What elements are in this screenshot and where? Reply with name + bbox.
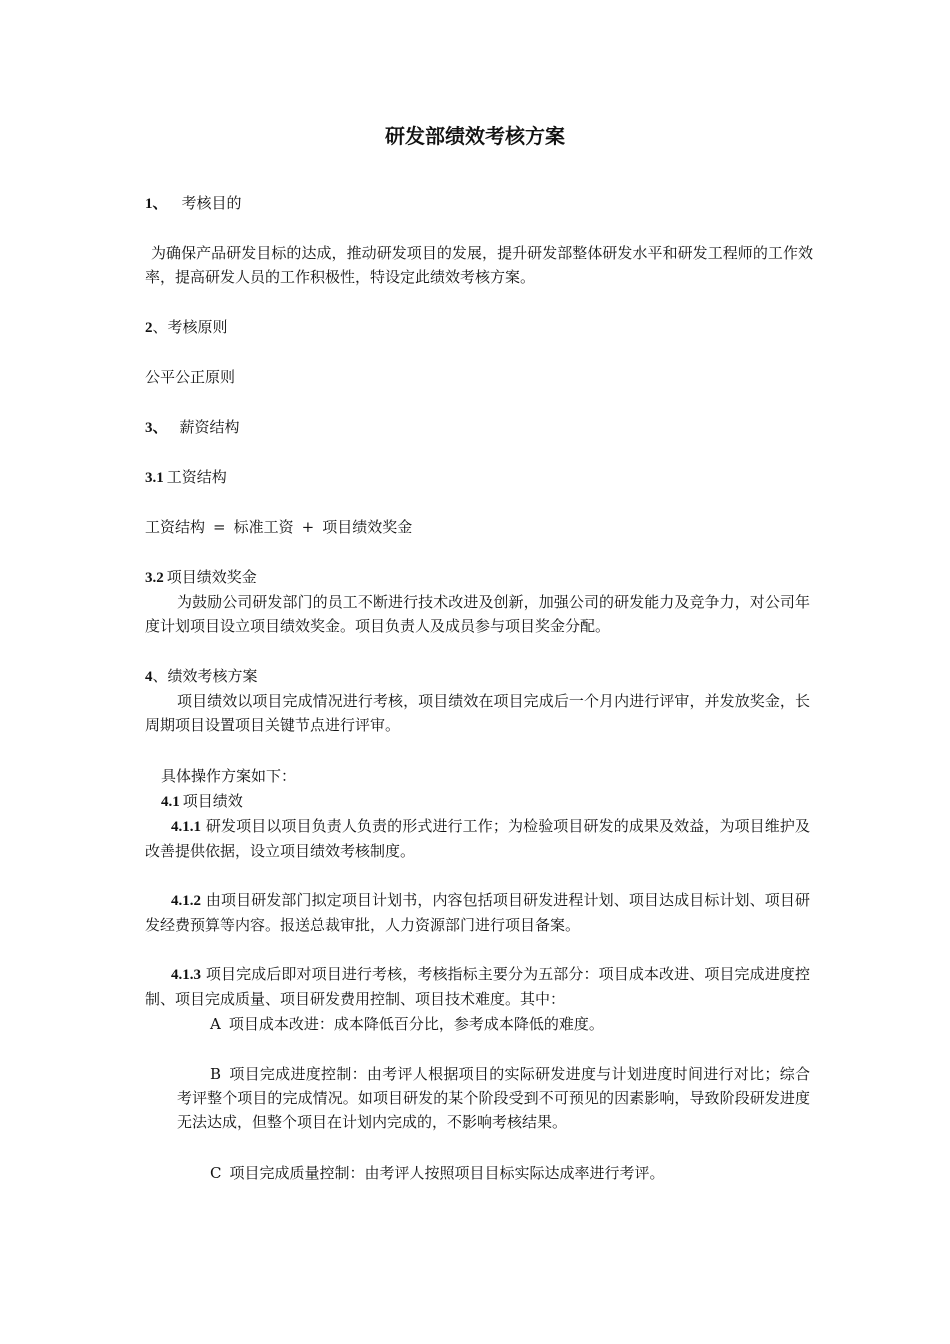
item-a bbox=[210, 1012, 810, 1036]
item-text: 项目完成进度控制：由考评人根据项目的实际研发进度与计划进度时间进行对比；综合考评整个项目的完成情况。如项目研发的某个阶段受到不可预见的因素影响，导致阶段研发进度无法达成，但整个项目在计划内完成的，不影响考核结果。 bbox=[177, 1065, 810, 1131]
item-text: 项目成本改进：成本降低百分比，参考成本降低的难度。 bbox=[228, 1015, 604, 1033]
section-4-heading bbox=[145, 664, 810, 689]
section-2-paragraph: 公平公正原则 bbox=[145, 368, 236, 386]
formula-term-a: 标准工资 bbox=[233, 518, 294, 536]
item-letter: C bbox=[210, 1164, 222, 1182]
section-number: 4 bbox=[145, 669, 153, 685]
section-title: 项目绩效奖金 bbox=[166, 568, 257, 586]
item-b bbox=[177, 1062, 810, 1134]
formula-term-b: 项目绩效奖金 bbox=[322, 518, 413, 536]
section-3-2-paragraph: 为鼓励公司研发部门的员工不断进行技术改进及创新，加强公司的研发能力及竞争力，对公司年度计划项目设立项目绩效奖金。项目负责人及成员参与项目奖金分配。 bbox=[145, 593, 810, 635]
section-text: 研发项目以项目负责人负责的形式进行工作；为检验项目研发的成果及效益，为项目维护及改善提供依据，设立项目绩效考核制度。 bbox=[145, 817, 810, 860]
section-title: 项目绩效 bbox=[182, 792, 243, 810]
section-4-intro: 具体操作方案如下： bbox=[161, 767, 297, 785]
section-number: 4.1.2 bbox=[171, 893, 201, 909]
section-number: 3.1 bbox=[145, 470, 164, 486]
item-letter: B bbox=[210, 1065, 222, 1083]
section-text: 由项目研发部门拟定项目计划书，内容包括项目研发进程计划、项目达成目标计划、项目研发经费预算等内容。报送总裁审批，人力资源部门进行项目备案。 bbox=[145, 891, 810, 934]
section-1-paragraph: 为确保产品研发目标的达成，推动研发项目的发展，提升研发部整体研发水平和研发工程师的工作效率，提高研发人员的工作积极性，特设定此绩效考核方案。 bbox=[145, 244, 813, 286]
section-4-1-1 bbox=[145, 814, 810, 863]
section-title: 薪资结构 bbox=[179, 418, 240, 436]
section-4-1-2 bbox=[145, 888, 810, 937]
item-text: 项目完成质量控制：由考评人按照项目目标实际达成率进行考评。 bbox=[229, 1164, 665, 1182]
item-c bbox=[210, 1161, 810, 1185]
section-number: 3.2 bbox=[145, 570, 164, 586]
section-title: 、绩效考核方案 bbox=[152, 667, 258, 685]
section-title: 工资结构 bbox=[166, 468, 227, 486]
section-number: 3、 bbox=[145, 420, 168, 436]
section-number: 1、 bbox=[145, 196, 168, 212]
section-1-heading bbox=[145, 191, 810, 216]
section-2-heading bbox=[145, 315, 810, 340]
section-3-1-heading bbox=[145, 465, 810, 490]
section-3-heading bbox=[145, 415, 810, 440]
section-number: 4.1.3 bbox=[171, 967, 201, 983]
document-title: 研发部绩效考核方案 bbox=[385, 124, 565, 148]
section-number: 2 bbox=[145, 320, 153, 336]
section-number: 4.1 bbox=[161, 794, 180, 810]
item-letter: A bbox=[210, 1015, 221, 1033]
salary-formula bbox=[145, 515, 810, 539]
section-text: 项目完成后即对项目进行考核，考核指标主要分为五部分：项目成本改进、项目完成进度控制、项目完成质量、项目研发费用控制、项目技术难度。其中： bbox=[145, 965, 810, 1008]
formula-lhs: 工资结构 bbox=[145, 518, 206, 536]
section-title: 、考核原则 bbox=[152, 318, 228, 336]
section-3-2-heading bbox=[145, 565, 810, 590]
section-4-1-3 bbox=[145, 962, 810, 1011]
section-number: 4.1.1 bbox=[171, 819, 201, 835]
section-title: 考核目的 bbox=[181, 194, 242, 212]
section-4-1-heading bbox=[161, 789, 826, 814]
section-4-paragraph: 项目绩效以项目完成情况进行考核，项目绩效在项目完成后一个月内进行评审，并发放奖金，长周期项目设置项目关键节点进行评审。 bbox=[145, 692, 810, 734]
formula-equals: = bbox=[213, 518, 226, 536]
formula-plus: + bbox=[301, 518, 315, 536]
